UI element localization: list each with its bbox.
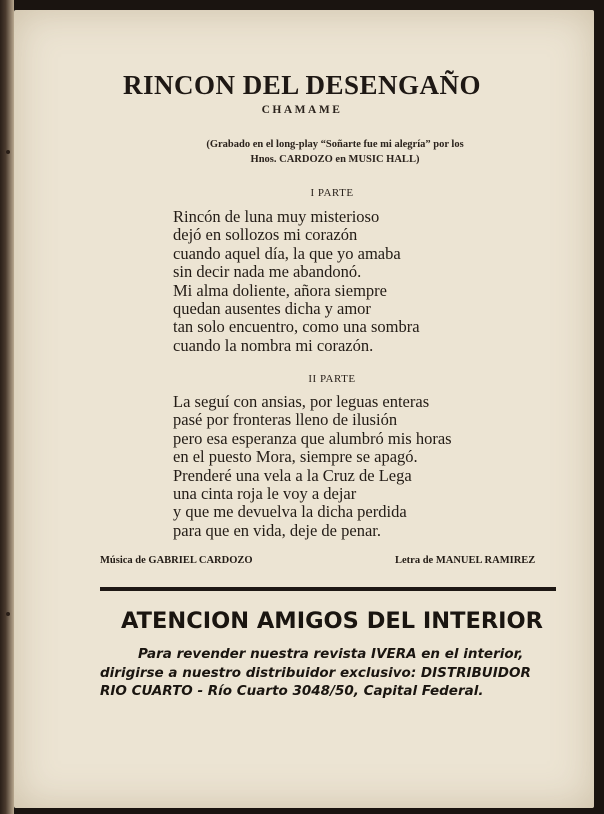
stanza-part-2 (173, 393, 533, 540)
lyric-line: sin decir nada me abandonó. (173, 262, 362, 282)
stanza-part-1 (173, 208, 533, 355)
lyric-line: La seguí con ansias, por leguas enteras (173, 392, 430, 411)
lyric-line: Rincón de luna muy misterioso (173, 207, 380, 226)
lyric-line: en el puesto Mora, siempre se apagó. (173, 447, 418, 467)
ad-line: RIO CUARTO - Río Cuarto 3048/50, Capital Federal. (100, 683, 484, 699)
music-credit: Música de GABRIEL CARDOZO (100, 555, 253, 566)
part-1-label: I PARTE (310, 187, 354, 199)
lyric-line: pasé por fronteras lleno de ilusión (173, 410, 398, 430)
book-spine (0, 0, 14, 814)
section-divider (100, 587, 556, 591)
recording-note-line: (Grabado en el long-play “Soñarte fue mi alegría” por los (206, 139, 464, 150)
lyric-line: dejó en sollozos mi corazón (173, 225, 358, 245)
binding-hole (6, 150, 10, 154)
song-genre: CHAMAME (261, 104, 343, 116)
ad-line: Para revender nuestra revista IVERA en el interior, (138, 646, 524, 662)
song-title: RINCON DEL DESENGAÑO (122, 70, 482, 100)
recording-note-line: Hnos. CARDOZO en MUSIC HALL) (250, 154, 420, 165)
lyric-line: cuando aquel día, la que yo amaba (173, 243, 401, 263)
ad-body (100, 645, 570, 701)
lyrics-credit: Letra de MANUEL RAMIREZ (395, 555, 536, 566)
lyric-line: Mi alma doliente, añora siempre (173, 280, 387, 300)
lyric-line: y que me devuelva la dicha perdida (173, 502, 407, 522)
lyric-line: para que en vida, deje de penar. (173, 520, 381, 540)
recording-note (150, 137, 520, 167)
lyric-line: quedan ausentes dicha y amor (173, 299, 371, 319)
lyric-line: pero esa esperanza que alumbró mis horas (173, 428, 452, 448)
lyric-line: tan solo encuentro, como una sombra (173, 317, 420, 337)
ad-title: ATENCION AMIGOS DEL INTERIOR (121, 608, 543, 634)
lyric-line: una cinta roja le voy a dejar (173, 484, 357, 504)
ad-line: dirigirse a nuestro distribuidor exclusivo: DISTRIBUIDOR (100, 664, 531, 681)
lyric-line: Prenderé una vela a la Cruz de Lega (173, 465, 412, 485)
part-2-label: II PARTE (308, 373, 356, 385)
lyric-line: cuando la nombra mi corazón. (173, 335, 374, 355)
